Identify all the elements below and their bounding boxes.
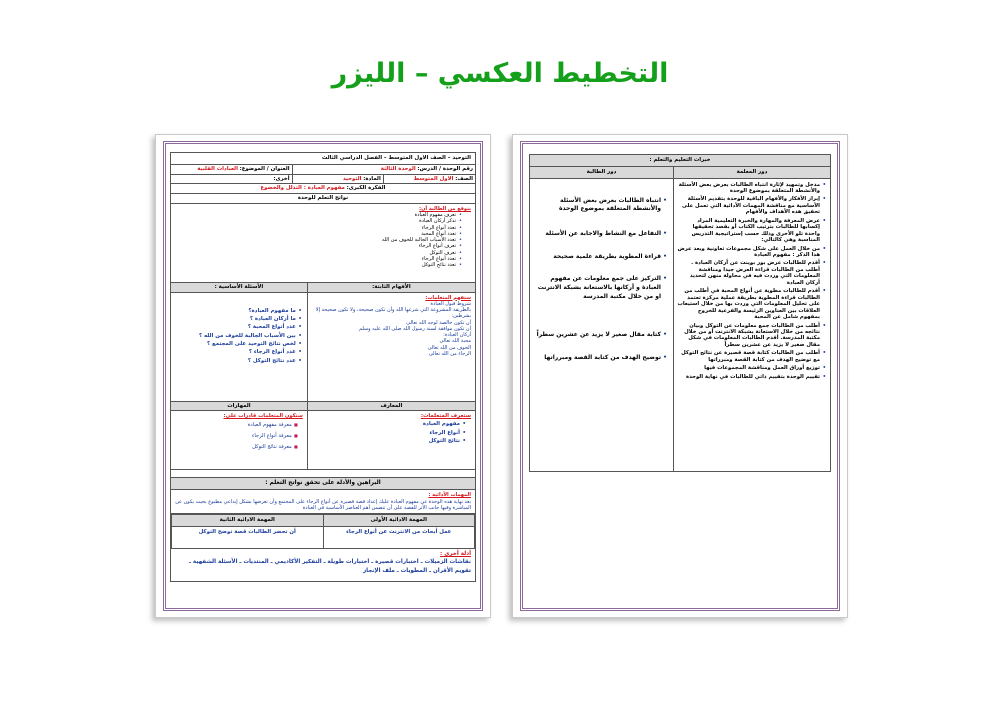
expectation-item: • تعرف أنواع الرجاء [175,243,463,249]
page-unit-plan [155,134,491,618]
knowledge-block [308,402,475,470]
grade-label: الصف: [455,175,473,182]
experiences-header: خبرات التعليم والتعلم : [530,155,830,167]
question-item: • بين الأسباب الجالبة للخوف من الله ؟ [175,332,303,340]
skill-item: ■ معرفة مفهوم العبادة [175,420,299,431]
unit-value: الوحدة الثالثة [380,165,416,172]
tasks-title: المهمات الأدائية : [428,492,471,499]
skills-title: المهارات [171,402,307,412]
page-learning-experiences [512,134,848,618]
teacher-item: • أقدم للطالبات مطوية عن أنواع المحبة في أطلب من الطالبات قراءة المطوية بطريقة عملية مركزة تعتمد على تحليل المعلومات التي وردت بها من خلال استيعاب العلاقات بين العناوين الرئيسة والفرعية للخروج بمفهوم شامل عن المحبة [677,288,827,320]
task1-text: عمل أبحاث من الانترنت عن أنواع الرجاء [323,526,475,548]
knowledge-sub: ستعرف المتعلمات: [420,413,471,420]
expectation-item: • تذكر أركان العبادة [175,218,463,224]
skill-item: ■ معرفة نتائج التوكل [175,442,299,453]
task2-text: أن تحضر الطالبات قصة توضح التوكل [172,526,324,548]
topic-label: العنوان / الموضوع: [239,165,290,172]
grade-value: الاول المتوسط [413,175,454,182]
question-item: • ما مفهوم العبادة؟ [175,307,303,315]
expectation-item: • تعدد أنواع الرجاء [175,225,463,231]
understanding-item: أن تكون خالصة لوجه الله تعالى [406,319,471,326]
document-title: التخطيط العكسي – الليزر [331,58,669,89]
understandings-block [308,283,475,401]
skill-item: ■ معرفة أنواع الرجاء [175,431,299,442]
task2-title: المهمة الادائية الثانية [172,515,324,527]
understanding-item: أن تكون موافقة لسنة رسول الله صلى الله عليه وسلم [359,325,471,332]
student-item: • التركيز على جمع معلومات عن مفهوم العبادة و أركانها بالاستعانة بشبكة الانترنت او من خلال مكتبة المدرسة [535,275,668,301]
task1-title: المهمة الادائية الأولى [323,515,475,527]
understanding-item: الرجاء من الله تعالى [428,350,471,357]
question-item: • ما أركان العبادة ؟ [175,315,303,323]
evidence-title: البراهين والأدلة على تحقق نواتج التعلم : [171,478,475,490]
understanding-item: الخوف من الله تعالى [427,344,471,351]
experiences-table [529,154,831,472]
expectation-item: • تعدد أنواع المحبة [175,231,463,237]
student-item: • انتباه الطالبات بعرض بعض الأسئلة والأنشطة المتعلقة بموضوع الوحدة [535,197,668,214]
student-item: • توضيح الهدف من كتابة القصة ومبرراتها [535,354,668,363]
outcomes-title: نواتج التعلم للوحدة [171,194,475,204]
expectation-item: • تعرف مفهوم العبادة [175,212,463,218]
knowledge-item: • نتائج التوكل [312,437,467,446]
tasks-text: بعد نهاية هذه الوحدة عن مفهوم العبادة عليك إعداد قصة قصيرة عن أنواع الرجاء على المجتمع وأن تعرضها بشكل إبداعي مطبوع بحيث يكون عن المباشرة وفيها جانب الأثر للقصة على أن تتضمن أهم العناصر الأساسية في العبادة [175,498,471,511]
skills-block [171,402,308,470]
question-item: • لخص نتائج التوحيد على المجتمع ؟ [175,340,303,348]
teacher-item: • من خلال العمل على شكل مجموعات تعاونية وبعد عرض هذا الذكر : مفهوم العبادة [677,246,827,259]
student-item: • التفاعل مع النشاط والاجابة عن الأسئلة [535,230,668,239]
expectation-item: • تعدد نتائج التوكل [175,262,463,268]
skills-sub: ستكون المتعلمات قادرات على: [223,413,303,420]
student-item: • كتابة مقال صغير لا يزيد عن عشرين سطراً [535,331,668,340]
expectation-item: • تعدد الأسباب الجالبة للخوف من الله [175,237,463,243]
student-role-column [530,179,674,472]
big-idea-value: مفهوم العبادة : التذلل والخضوع [260,185,345,192]
expectations-title: يتوقع من الطالبة أن: [419,205,471,212]
questions-block [171,283,308,401]
teacher-item: • توزيع أوراق العمل ومناقشة المجموعات فيها [677,365,827,371]
knowledge-item: • مفهوم العبادة [312,420,467,429]
subject-value: التوحيد [342,175,362,182]
expectations-block [171,204,475,283]
subject-label: المادة: [363,175,381,182]
teacher-item: • أطلب من الطالبات كتابة قصة قصيرة عن نتائج التوكل مع توضيح الهدف من كتابة القصة ومبرراتها [677,350,827,363]
teacher-role-column [674,179,830,472]
unit-label: رقم الوحدة / الدرس: [417,165,473,172]
expectation-item: • تعرف التوكل [175,250,463,256]
teacher-item: • أطلب من الطالبات جمع معلومات عن التوكل وبيان نتائجه من خلال الاستعانة بشبكة الانترنت أو من خلال مكتبة المدرسة. أقدم الطالبات المعلومات في شكل مقال صغير لا يزيد عن عشرين سطراً [677,323,827,349]
student-role-header: دور الطالبة [530,167,674,178]
teacher-item: • مدخل وتمهيد لإثارة انتباه الطالبات بعرض بعض الأسئلة والأنشطة المتعلقة بموضوع الوحدة [677,182,827,195]
unit-plan-table [170,152,476,582]
tasks-table [171,514,475,549]
question-item: • عدد نتائج التوكل ؟ [175,357,303,365]
other-evidence-title: أدلة أخرى : [440,550,471,557]
understandings-sub: ستفهم المتعلمات: [425,294,471,301]
teacher-item: • أقدم للطالبات عرض بور بوينت عن أركان العبادة . أطلب من الطالبات قراءة العرض جيدا ومناقشة المعلومات التي وردت فيه في محاولة منهن لتحديد أركان العبادة [677,260,827,286]
understanding-item: شروط قبول العبادة [430,300,471,307]
other-evidence-text: نقاشات الزميلات ـ اختبارات قصيرة ـ اختبارات طويلة ـ التفكير الأكاديمي ـ المنتديات ـ الأسئلة الشفهية ـ تقويم الأقران ـ المطويات ـ ملف الإنجاز [189,558,471,575]
understanding-item: أركان العبادة: [443,332,471,338]
questions-title: الأسئلة الأساسية : [171,283,307,293]
teacher-item: • تقييم الوحدة بتقييم ذاتي للطالبات في نهاية الوحدة [677,374,827,380]
understanding-item: محبة الله تعالى [439,338,471,345]
understandings-title: الأفهام الثابتة: [308,283,475,293]
understanding-item: بالطريقة المشروعة التي شرعها الله وأن تكون صحيحة، ولا تكون صحيحة إلا بشرطين: [315,307,471,320]
other-evidence-block [171,549,475,581]
big-idea-label: الفكرة الكبرى: [346,185,386,192]
student-item: • قراءة المطوية بطريقة علمية صحيحة [535,253,668,262]
plan-header: التوحيد – الصف الاول المتوسط – الفصل الدراسي الثالث [171,153,475,165]
teacher-role-header: دور المعلمة [674,167,830,178]
topic-value: العبادات القلبية [197,165,238,172]
question-item: • عدد أنواع الرجاء ؟ [175,348,303,356]
knowledge-title: المعارف [308,402,475,412]
question-item: • عدد أنواع المحبة ؟ [175,323,303,331]
teacher-item: • إبراز الأفكار والأفهام الباقية للوحدة بتقديم الأسئلة الأساسية مع مناقشة المهمات الأدائية التي تعمل على تحقيق هذه الأهداف والأفهام [677,196,827,215]
tasks-block [171,490,475,514]
teacher-item: • عرض المعرفة والمهارة والخبرة التعليمية المراد إكسابها للطالبات بترتيب الكتاب أو بقصد تحقيقها واحدة تلو الأخرى وذلك حسب إستراتيجية التدريس المناسبة وهي كالتالي: [677,218,827,244]
other-label: أخرى: [273,175,290,182]
expectation-item: • تعدد أنواع الرجاء [175,256,463,262]
knowledge-item: • أنواع الرجاء [312,429,467,438]
